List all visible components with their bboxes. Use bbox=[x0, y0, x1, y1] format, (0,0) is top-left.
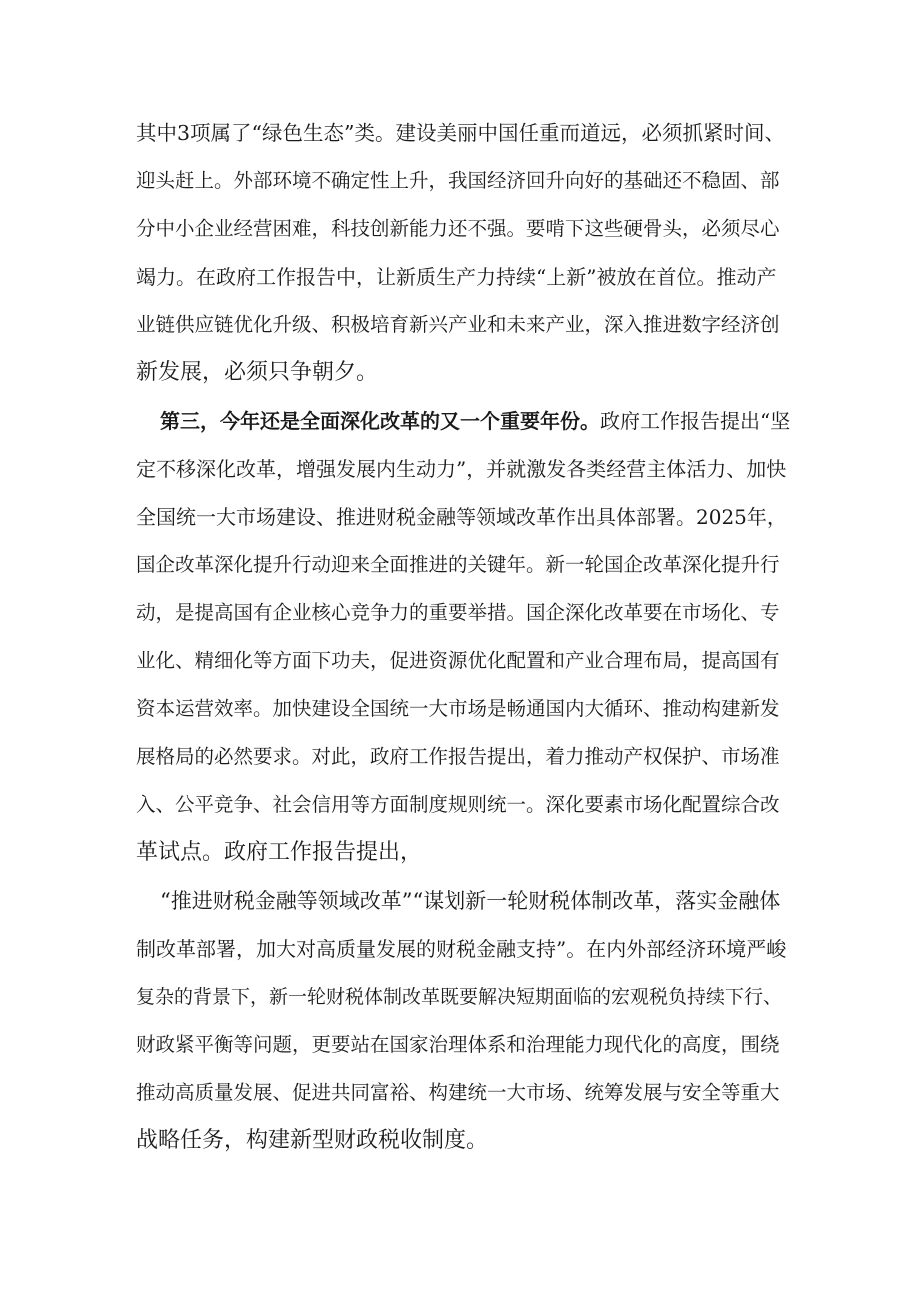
text-run: 政府工作报告提出“坚 bbox=[600, 409, 791, 433]
text-line: 动，是提高国有企业核心竞争力的重要举措。国企深化改革要在市场化、专 bbox=[136, 601, 780, 624]
text-line: 复杂的背景下，新一轮财税体制改革既要解决短期面临的宏观税负持续下行、 bbox=[136, 986, 783, 1008]
text-line: 国企改革深化提升行动迎来全面推进的关键年。新一轮国企改革深化提升行 bbox=[136, 553, 780, 576]
text-line: 全国统一大市场建设、推进财税金融等领域改革作出具体部署。2025年， bbox=[136, 505, 787, 529]
paragraph-heading-line bbox=[160, 406, 790, 436]
text-line: 展格局的必然要求。对此，政府工作报告提出，着力推动产权保护、市场准 bbox=[136, 745, 780, 768]
text-line: “推进财税金融等领域改革”“谋划新一轮财税体制改革，落实金融体 bbox=[160, 889, 781, 913]
text-line: 革试点。政府工作报告提出， bbox=[136, 840, 423, 865]
text-line: 推动高质量发展、促进共同富裕、构建统一大市场、统筹发展与安全等重大 bbox=[136, 1081, 780, 1104]
text-line: 战略任务，构建新型财政税收制度。 bbox=[136, 1128, 489, 1153]
text-line: 竭力。在政府工作报告中，让新质生产力持续“上新”被放在首位。推动产 bbox=[136, 265, 777, 289]
text-line: 其中3项属了“绿色生态”类。建设美丽中国任重而道远，必须抓紧时间、 bbox=[136, 121, 786, 145]
text-line: 分中小企业经营困难，科技创新能力还不强。要啃下这些硬骨头，必须尽心 bbox=[136, 217, 780, 240]
text-line: 资本运营效率。加快建设全国统一大市场是畅通国内大循环、推动构建新发 bbox=[136, 697, 780, 720]
paragraph-heading: 第三，今年还是全面深化改革的又一个重要年份。 bbox=[160, 409, 600, 433]
text-line: 财政紧平衡等问题，更要站在国家治理体系和治理能力现代化的高度，围绕 bbox=[136, 1033, 780, 1056]
text-line: 业链供应链优化升级、积极培育新兴产业和未来产业，深入推进数字经济创 bbox=[136, 313, 780, 336]
text-line: 新发展，必须只争朝夕。 bbox=[136, 360, 379, 385]
text-line: 制改革部署，加大对高质量发展的财税金融支持”。在内外部经济环境严峻 bbox=[136, 937, 787, 961]
text-line: 定不移深化改革，增强发展内生动力”，并就激发各类经营主体活力、加快 bbox=[136, 457, 787, 481]
text-line: 迎头赶上。外部环境不确定性上升，我国经济回升向好的基础还不稳固、部 bbox=[136, 169, 780, 192]
text-line: 业化、精细化等方面下功夫，促进资源优化配置和产业合理布局，提高国有 bbox=[136, 649, 780, 672]
text-line: 入、公平竞争、社会信用等方面制度规则统一。深化要素市场化配置综合改 bbox=[136, 793, 780, 816]
